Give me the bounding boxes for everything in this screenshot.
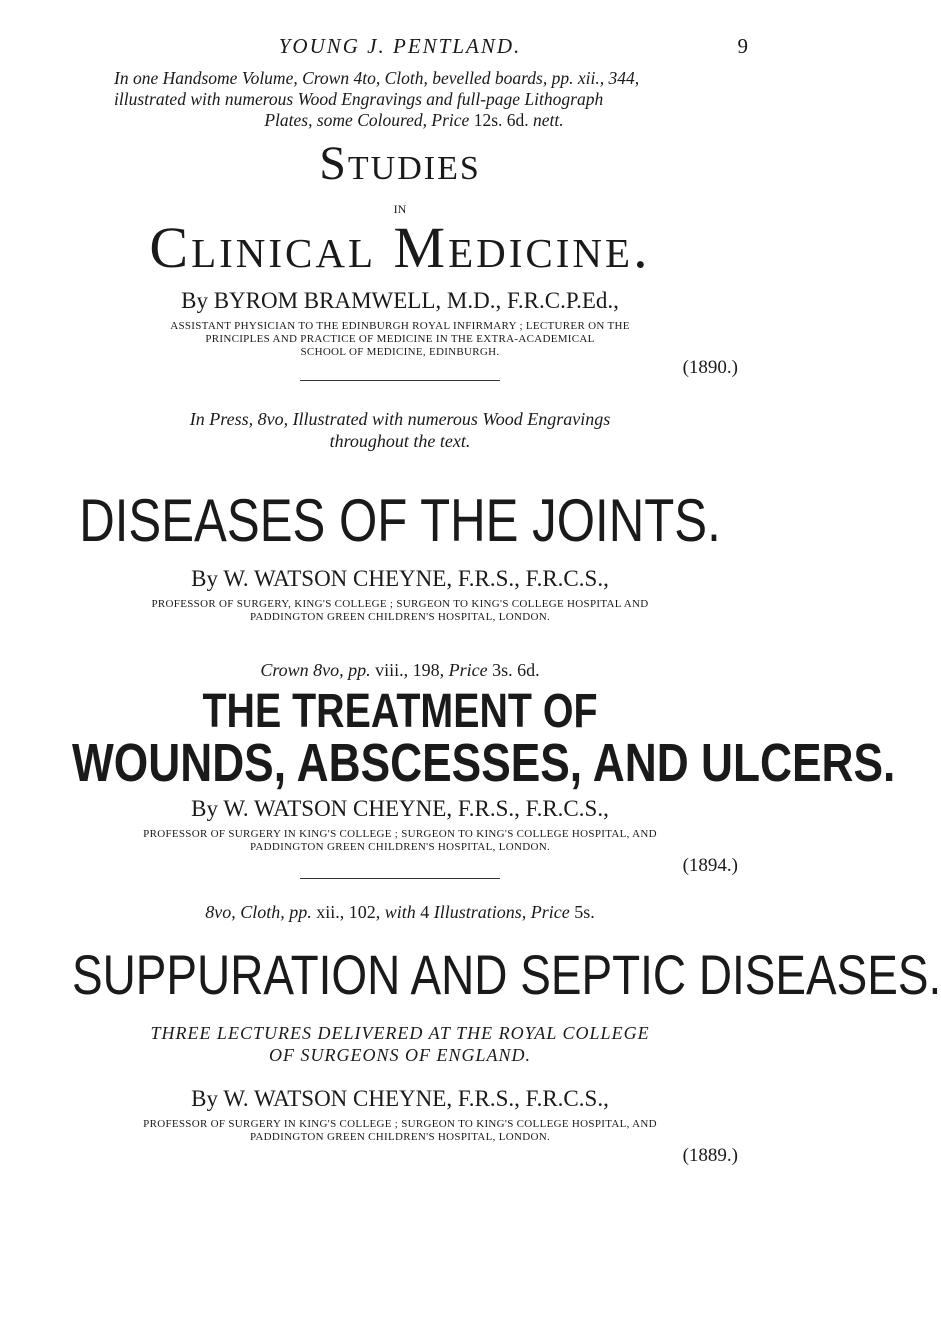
book3-intro-price-label: Price: [448, 660, 488, 680]
divider-2: [300, 878, 500, 879]
book3-intro-format: Crown 8vo, pp.: [260, 660, 371, 680]
book3-intro: [0, 660, 800, 681]
divider-1: [300, 380, 500, 381]
book1-nett: nett.: [533, 110, 564, 130]
book2-intro-line2: throughout the text.: [329, 431, 471, 451]
book4-lectures: [0, 1022, 800, 1066]
running-head-text: YOUNG J. PENTLAND.: [278, 34, 522, 58]
book4-price: 5s.: [574, 902, 595, 922]
book1-title-in: IN: [393, 202, 407, 216]
book1-year: (1890.): [682, 357, 738, 378]
book2-byline: By W. WATSON CHEYNE, F.R.S., F.R.C.S.,: [191, 566, 609, 591]
book1-byline: By BYROM BRAMWELL, M.D., F.R.C.P.Ed.,: [181, 288, 619, 313]
book4-credentials: [0, 1118, 800, 1144]
book4-intro-pages: xii., 102,: [316, 902, 381, 922]
book4-intro-with: with: [384, 902, 416, 922]
book4-title: SUPPURATION AND SEPTIC DISEASES.: [72, 943, 941, 1006]
book4-intro-illustrations: Illustrations, Price: [433, 902, 570, 922]
book1-credentials-line1: ASSISTANT PHYSICIAN TO THE EDINBURGH ROYAL INFIRMARY ; LECTURER ON THE: [170, 320, 630, 332]
book4-credentials-line1: PROFESSOR OF SURGERY IN KING'S COLLEGE ; SURGEON TO KING'S COLLEGE HOSPITAL, AND: [143, 1118, 657, 1130]
book1-credentials-line3: SCHOOL OF MEDICINE, EDINBURGH.: [300, 346, 500, 358]
book1-intro-line3-text: Plates, some Coloured, Price: [264, 110, 470, 130]
book3-intro-pages: viii., 198,: [375, 660, 445, 680]
book1-intro-line3: [114, 110, 714, 131]
book2-credentials: [0, 598, 800, 624]
book2-title: DISEASES OF THE JOINTS.: [79, 487, 721, 554]
book1-intro-line1: In one Handsome Volume, Crown 4to, Cloth, bevelled boards, pp. xii., 344,: [114, 68, 640, 88]
running-head: [0, 34, 800, 59]
book1-credentials-line2: PRINCIPLES AND PRACTICE OF MEDICINE IN THE EXTRA-ACADEMICAL: [205, 333, 595, 345]
book3-year: (1894.): [682, 855, 738, 876]
book1-intro: [114, 68, 714, 131]
book3-price: 3s. 6d.: [492, 660, 540, 680]
book4-intro-count: 4: [420, 902, 430, 922]
book4-intro-format: 8vo, Cloth, pp.: [205, 902, 312, 922]
book2-credentials-line2: PADDINGTON GREEN CHILDREN'S HOSPITAL, LONDON.: [250, 611, 550, 623]
book3-title-line1: THE TREATMENT OF: [202, 685, 598, 738]
book3-title-line2: WOUNDS, ABSCESSES, AND ULCERS.: [72, 733, 896, 793]
book3-credentials: [0, 828, 800, 854]
book1-title-clinical-medicine: Clinical Medicine.: [149, 215, 651, 280]
book4-credentials-line2: PADDINGTON GREEN CHILDREN'S HOSPITAL, LONDON.: [250, 1131, 550, 1143]
book1-title-studies: Studies: [319, 137, 481, 190]
book1-credentials: [0, 320, 800, 359]
book1-intro-line2: illustrated with numerous Wood Engravings and full-page Lithograph: [114, 89, 604, 109]
page-number: 9: [737, 34, 750, 58]
book1-price: 12s. 6d.: [473, 110, 529, 130]
book3-byline: By W. WATSON CHEYNE, F.R.S., F.R.C.S.,: [191, 796, 609, 821]
book4-intro: [0, 902, 800, 923]
book4-lectures-line2: OF SURGEONS OF ENGLAND.: [269, 1045, 531, 1065]
book2-credentials-line1: PROFESSOR OF SURGERY, KING'S COLLEGE ; SURGEON TO KING'S COLLEGE HOSPITAL AND: [151, 598, 649, 610]
book2-intro-line1: In Press, 8vo, Illustrated with numerous Wood Engravings: [189, 409, 611, 429]
book4-lectures-line1: THREE LECTURES DELIVERED AT THE ROYAL COLLEGE: [150, 1023, 650, 1043]
book2-intro: [0, 408, 800, 452]
book4-year: (1889.): [682, 1145, 738, 1166]
book3-credentials-line1: PROFESSOR OF SURGERY IN KING'S COLLEGE ; SURGEON TO KING'S COLLEGE HOSPITAL, AND: [143, 828, 657, 840]
book4-byline: By W. WATSON CHEYNE, F.R.S., F.R.C.S.,: [191, 1086, 609, 1111]
book3-credentials-line2: PADDINGTON GREEN CHILDREN'S HOSPITAL, LONDON.: [250, 841, 550, 853]
